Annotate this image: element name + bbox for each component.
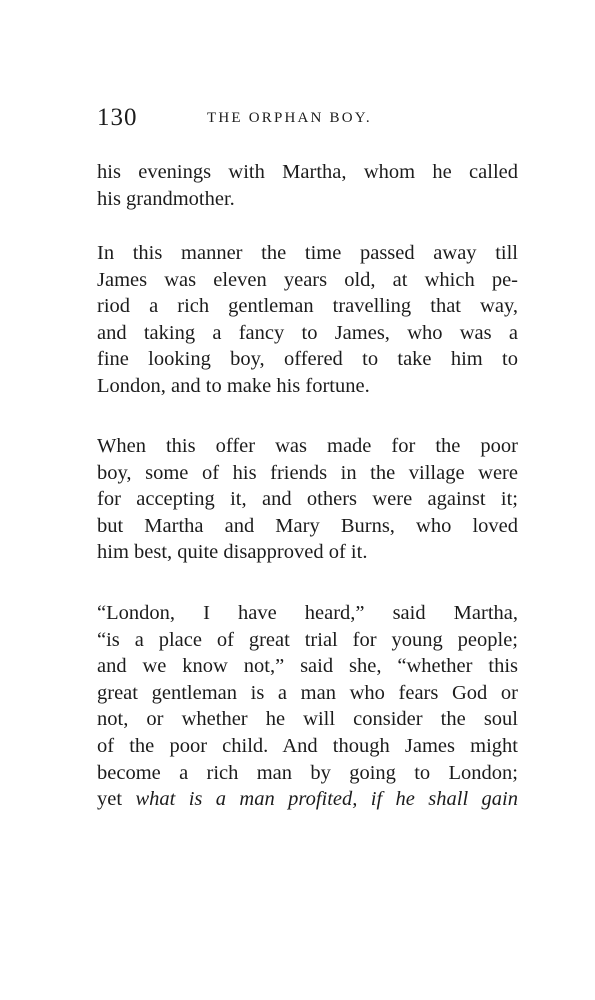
italic-text: what is a man profited, if he shall gain	[135, 788, 518, 811]
text-line: great gentleman is a man who fears God or	[97, 681, 518, 704]
roman-text: yet	[97, 788, 123, 811]
text-line: become a rich man by going to London;	[97, 761, 518, 784]
text-line: and we know not,” said she, “whether this	[97, 655, 518, 678]
text-line: of the poor child. And though James might	[97, 734, 518, 757]
text-line: his evenings with Martha, whom he called	[97, 161, 518, 183]
text-line: “London, I have heard,” said Martha,	[97, 602, 518, 624]
page-number: 130	[97, 104, 138, 131]
paragraph-1	[97, 159, 518, 212]
paragraph-4	[97, 600, 518, 813]
text-line: James was eleven years old, at which pe-	[97, 268, 518, 291]
text-line: and taking a fancy to James, who was a	[97, 321, 518, 344]
paragraph-3	[97, 433, 518, 566]
text-line-final	[97, 786, 518, 813]
text-line: him best, quite disapproved of it.	[97, 541, 368, 564]
text-line: fine looking boy, offered to take him to	[97, 348, 518, 371]
text-line: riod a rich gentleman travelling that way,	[97, 295, 518, 318]
text-line: boy, some of his friends in the village were	[97, 461, 518, 484]
text-line: In this manner the time passed away till	[97, 242, 518, 264]
text-line: “is a place of great trial for young people;	[97, 628, 518, 651]
running-head: THE ORPHAN BOY.	[207, 110, 372, 126]
text-line: When this offer was made for the poor	[97, 435, 518, 457]
text-line: but Martha and Mary Burns, who loved	[97, 514, 518, 537]
text-line: London, and to make his fortune.	[97, 374, 370, 397]
paragraph-2	[97, 240, 518, 400]
text-line: not, or whether he will consider the soul	[97, 708, 518, 731]
text-line: for accepting it, and others were against it;	[97, 488, 518, 511]
text-line: his grandmother.	[97, 187, 235, 210]
